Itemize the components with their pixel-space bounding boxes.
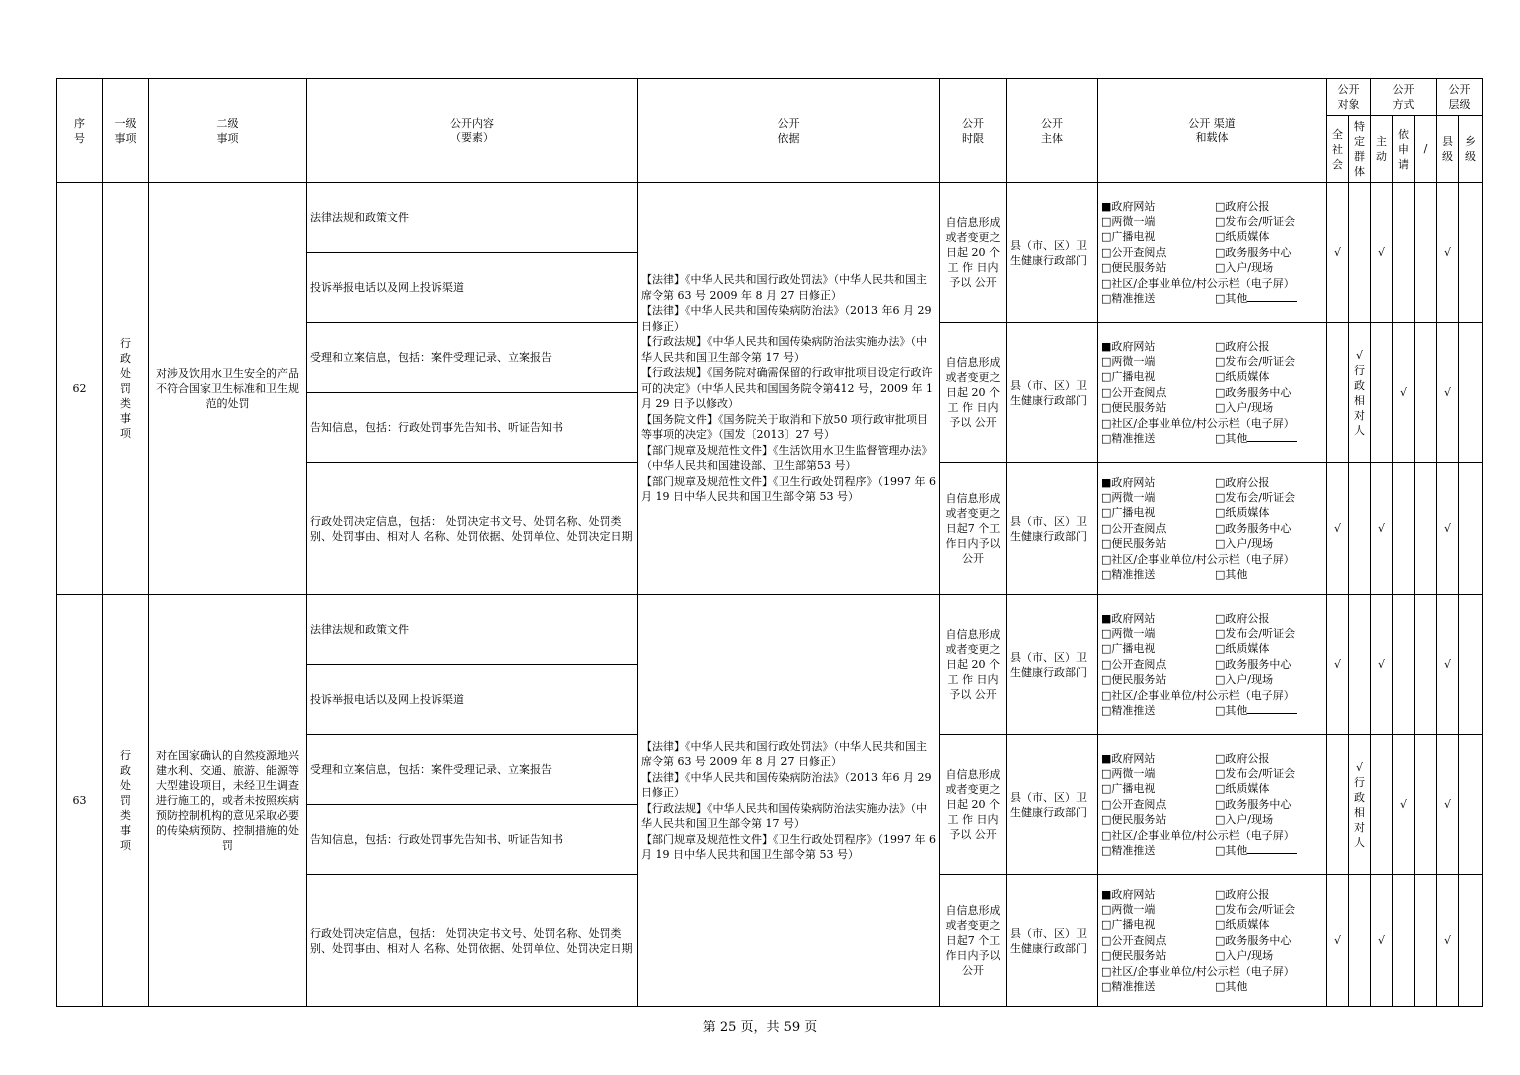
channel-hearing: □发布会/听证会 (1215, 490, 1296, 504)
check-target-all (1327, 735, 1349, 875)
header-target: 公开对象 (1327, 79, 1371, 116)
basis-item: 【法律】《中华人民共和国传染病防治法》（2013 年6 月 29 日修正） (641, 770, 932, 799)
channel-reading: □公开查阅点 (1101, 521, 1167, 535)
channel-gov-gazette: □政府公报 (1215, 339, 1270, 353)
header-level-county: 县级 (1437, 116, 1459, 183)
item-number: 63 (57, 595, 103, 1007)
channel-other: □其他 (1215, 568, 1248, 582)
channel-cell (1098, 595, 1327, 735)
document-page (56, 78, 1482, 994)
basis-item: 【部门规章及规范性文件】《卫生行政处罚程序》（1997 年 6 月 19 日中华人民共和国卫生部令第 53 号） (641, 832, 936, 861)
check-slash (1415, 183, 1437, 323)
time-limit: 自信息形成或者变更之日起7 个工作日内予以公开 (940, 875, 1007, 1007)
check-slash (1415, 323, 1437, 463)
channel-convenience: □便民服务站 (1101, 949, 1167, 963)
basis-item: 【部门规章及规范性文件】《卫生行政处罚程序》（1997 年 6 月 19 日中华人民共和国卫生部令第 53 号） (641, 474, 936, 504)
publish-subject: 县（市、区）卫 生健康行政部门 (1007, 875, 1098, 1007)
check-method-active: √ (1371, 875, 1393, 1007)
channel-service-center: □政务服务中心 (1215, 657, 1292, 671)
channel-cell (1098, 183, 1327, 323)
check-level-town (1459, 463, 1483, 595)
check-method-request: √ (1393, 735, 1415, 875)
check-level-town (1459, 875, 1483, 1007)
check-method-request (1393, 875, 1415, 1007)
channel-broadcast: □广播电视 (1101, 782, 1156, 796)
basis-item: 【行政法规】《国务院对确需保留的行政审批项目设定行政许可的决定》（中华人民共和国国务院令第412 号，2009 年 1 月 29 日予以修改） (641, 366, 933, 411)
content-item: 法律法规和政策文件 (307, 595, 638, 665)
channel-list (1101, 475, 1324, 583)
blank-line (1247, 843, 1297, 854)
header-level-town: 乡级 (1459, 116, 1483, 183)
channel-gov-site: ■政府网站 (1101, 751, 1156, 765)
time-limit: 自信息形成或者变更之日起 20 个工 作 日内予以 公开 (940, 735, 1007, 875)
basis-item: 【部门规章及规范性文件】《生活饮用水卫生监督管理办法》（中华人民共和国建设部、卫生部第53 号） (641, 443, 933, 473)
channel-cell (1098, 323, 1327, 463)
content-item: 受理和立案信息，包括：案件受理记录、立案报告 (307, 735, 638, 805)
publish-subject: 县（市、区）卫 生健康行政部门 (1007, 595, 1098, 735)
header-time: 公开时限 (940, 79, 1007, 183)
basis-item: 【行政法规】《中华人民共和国传染病防治法实施办法》（中华人民共和国卫生部令第 17 号） (641, 801, 927, 830)
content-item: 告知信息，包括：行政处罚事先告知书、听证告知书 (307, 805, 638, 875)
channel-list (1101, 887, 1324, 995)
basis-item: 【法律】《中华人民共和国行政处罚法》（中华人民共和国主席令第 63 号 2009 年 8 月 27 日修正） (641, 273, 927, 302)
basis-cell (638, 595, 940, 1007)
channel-convenience: □便民服务站 (1101, 813, 1167, 827)
channel-reading: □公开查阅点 (1101, 245, 1167, 259)
content-item: 投诉举报电话以及网上投诉渠道 (307, 665, 638, 735)
header-target-all: 全社会 (1327, 116, 1349, 183)
channel-push: □精准推送 (1101, 292, 1156, 306)
channel-cell (1098, 463, 1327, 595)
channel-household: □入户/现场 (1215, 261, 1274, 275)
channel-bulletin: □社区/企事业单位/村公示栏（电子屏） (1101, 964, 1295, 978)
channel-other: □其他 (1215, 291, 1324, 306)
check-level-county: √ (1437, 595, 1459, 735)
channel-service-center: □政务服务中心 (1215, 933, 1292, 947)
check-slash (1415, 595, 1437, 735)
check-method-active: √ (1371, 183, 1393, 323)
channel-convenience: □便民服务站 (1101, 261, 1167, 275)
check-target-all: √ (1327, 875, 1349, 1007)
table-row (57, 595, 1483, 665)
check-level-county: √ (1437, 875, 1459, 1007)
channel-reading: □公开查阅点 (1101, 385, 1167, 399)
check-method-active (1371, 323, 1393, 463)
content-item: 行政处罚决定信息，包括： 处罚决定书文号、处罚名称、处罚类别、处罚事由、相对人 名称、处罚依据、处罚单位、处罚决定日期 (307, 875, 638, 1007)
header-content: 公开内容 （要素） (307, 79, 638, 183)
channel-gov-gazette: □政府公报 (1215, 475, 1270, 489)
channel-gov-site: ■政府网站 (1101, 475, 1156, 489)
channel-push: □精准推送 (1101, 568, 1156, 582)
header-level2: 二级事项 (149, 79, 307, 183)
channel-push: □精准推送 (1101, 432, 1156, 446)
channel-two-micro: □两微一端 (1101, 490, 1156, 504)
channel-two-micro: □两微一端 (1101, 902, 1156, 916)
level2-item: 对涉及饮用水卫生安全的产品不符合国家卫生标准和卫生规范的处罚 (149, 183, 307, 595)
check-target-all: √ (1327, 463, 1349, 595)
channel-two-micro: □两微一端 (1101, 354, 1156, 368)
channel-bulletin: □社区/企事业单位/村公示栏（电子屏） (1101, 828, 1295, 842)
check-method-active: √ (1371, 463, 1393, 595)
channel-convenience: □便民服务站 (1101, 537, 1167, 551)
header-slash: / (1415, 116, 1437, 183)
channel-list (1101, 339, 1324, 447)
channel-paper: □纸质媒体 (1215, 230, 1270, 244)
check-method-active (1371, 735, 1393, 875)
check-target-specific (1349, 875, 1371, 1007)
channel-list (1101, 751, 1324, 859)
channel-gov-site: ■政府网站 (1101, 887, 1156, 901)
basis-item: 【行政法规】《中华人民共和国传染病防治法实施办法》（中华人民共和国卫生部令第 17 号） (641, 335, 927, 364)
channel-reading: □公开查阅点 (1101, 933, 1167, 947)
channel-gov-site: ■政府网站 (1101, 611, 1156, 625)
channel-cell (1098, 735, 1327, 875)
check-level-town (1459, 183, 1483, 323)
check-level-town (1459, 323, 1483, 463)
header-level: 公开层级 (1437, 79, 1483, 116)
channel-service-center: □政务服务中心 (1215, 521, 1292, 535)
channel-other: □其他 (1215, 843, 1324, 858)
basis-item: 【法律】《中华人民共和国传染病防治法》（2013 年6 月 29 日修正） (641, 304, 932, 333)
check-level-town (1459, 735, 1483, 875)
channel-gov-gazette: □政府公报 (1215, 611, 1270, 625)
page-footer: 第 25 页，共 59 页 (702, 1020, 818, 1035)
channel-service-center: □政务服务中心 (1215, 797, 1292, 811)
channel-gov-site: ■政府网站 (1101, 339, 1156, 353)
check-target-specific (1349, 463, 1371, 595)
channel-service-center: □政务服务中心 (1215, 385, 1292, 399)
header-level1: 一级事项 (103, 79, 149, 183)
channel-bulletin: □社区/企事业单位/村公示栏（电子屏） (1101, 688, 1295, 702)
header-subject: 公开主体 (1007, 79, 1098, 183)
basis-item: 【国务院文件】《国务院关于取消和下放50 项行政审批项目等事项的决定》（国发〔2013〕27 号） (641, 412, 928, 442)
channel-hearing: □发布会/听证会 (1215, 766, 1296, 780)
disclosure-table (56, 78, 1483, 1007)
publish-subject: 县（市、区）卫 生健康行政部门 (1007, 735, 1098, 875)
basis-item: 【法律】《中华人民共和国行政处罚法》（中华人民共和国主席令第 63 号 2009 年 8 月 27 日修正） (641, 739, 927, 768)
channel-gov-gazette: □政府公报 (1215, 887, 1270, 901)
level1-item: 行政处罚类事项 (103, 595, 149, 1007)
channel-push: □精准推送 (1101, 844, 1156, 858)
channel-hearing: □发布会/听证会 (1215, 214, 1296, 228)
channel-paper: □纸质媒体 (1215, 782, 1270, 796)
content-item: 投诉举报电话以及网上投诉渠道 (307, 253, 638, 323)
publish-subject: 县（市、区）卫 生健康行政部门 (1007, 183, 1098, 323)
check-target-all: √ (1327, 595, 1349, 735)
publish-subject: 县（市、区）卫 生健康行政部门 (1007, 463, 1098, 595)
check-slash (1415, 735, 1437, 875)
channel-gov-gazette: □政府公报 (1215, 199, 1270, 213)
content-item: 受理和立案信息，包括：案件受理记录、立案报告 (307, 323, 638, 393)
content-item: 行政处罚决定信息，包括： 处罚决定书文号、处罚名称、处罚类别、处罚事由、相对人 名称、处罚依据、处罚单位、处罚决定日期 (307, 463, 638, 595)
channel-push: □精准推送 (1101, 704, 1156, 718)
table-body (57, 79, 1483, 1007)
channel-hearing: □发布会/听证会 (1215, 354, 1296, 368)
channel-gov-site: ■政府网站 (1101, 199, 1156, 213)
table-row (57, 183, 1483, 253)
channel-convenience: □便民服务站 (1101, 673, 1167, 687)
check-level-county: √ (1437, 183, 1459, 323)
check-target-specific (1349, 183, 1371, 323)
channel-paper: □纸质媒体 (1215, 506, 1270, 520)
channel-broadcast: □广播电视 (1101, 918, 1156, 932)
blank-line (1247, 291, 1297, 302)
level2-item: 对在国家确认的自然疫源地兴建水利、交通、旅游、能源等大型建设项目，未经卫生调查进行施工的，或者未按照疾病预防控制机构的意见采取必要的传染病预防、控制措施的处罚 (149, 595, 307, 1007)
channel-reading: □公开查阅点 (1101, 657, 1167, 671)
channel-other: □其他 (1215, 980, 1248, 994)
channel-broadcast: □广播电视 (1101, 370, 1156, 384)
channel-paper: □纸质媒体 (1215, 642, 1270, 656)
header-basis: 公开依据 (638, 79, 940, 183)
header-method-request: 依申请 (1393, 116, 1415, 183)
check-level-town (1459, 595, 1483, 735)
time-limit: 自信息形成或者变更之日起 20 个工 作 日内予以 公开 (940, 183, 1007, 323)
check-level-county: √ (1437, 735, 1459, 875)
channel-bulletin: □社区/企事业单位/村公示栏（电子屏） (1101, 276, 1295, 290)
time-limit: 自信息形成或者变更之日起 20 个工 作 日内予以 公开 (940, 323, 1007, 463)
channel-list (1101, 199, 1324, 307)
channel-paper: □纸质媒体 (1215, 370, 1270, 384)
channel-cell (1098, 875, 1327, 1007)
channel-other: □其他 (1215, 703, 1324, 718)
level1-item: 行政处罚类事项 (103, 183, 149, 595)
check-target-specific: √行政相对人 (1349, 735, 1371, 875)
check-target-specific (1349, 595, 1371, 735)
channel-hearing: □发布会/听证会 (1215, 626, 1296, 640)
channel-household: □入户/现场 (1215, 673, 1274, 687)
header-no: 序号 (57, 79, 103, 183)
check-target-all: √ (1327, 183, 1349, 323)
channel-other: □其他 (1215, 431, 1324, 446)
header-channel: 公开 渠道 和载体 (1098, 79, 1327, 183)
blank-line (1247, 431, 1297, 442)
channel-hearing: □发布会/听证会 (1215, 902, 1296, 916)
channel-service-center: □政务服务中心 (1215, 245, 1292, 259)
check-level-county: √ (1437, 463, 1459, 595)
time-limit: 自信息形成或者变更之日起 20 个工 作 日内予以 公开 (940, 595, 1007, 735)
channel-reading: □公开查阅点 (1101, 797, 1167, 811)
check-target-specific: √行政相对人 (1349, 323, 1371, 463)
channel-gov-gazette: □政府公报 (1215, 751, 1270, 765)
channel-list (1101, 611, 1324, 719)
header-row (57, 79, 1483, 116)
check-method-request (1393, 183, 1415, 323)
content-item: 告知信息，包括：行政处罚事先告知书、听证告知书 (307, 393, 638, 463)
time-limit: 自信息形成或者变更之日起7 个工作日内予以公开 (940, 463, 1007, 595)
check-slash (1415, 875, 1437, 1007)
check-method-request (1393, 595, 1415, 735)
check-slash (1415, 463, 1437, 595)
header-target-specific: 特定群体 (1349, 116, 1371, 183)
channel-paper: □纸质媒体 (1215, 918, 1270, 932)
channel-two-micro: □两微一端 (1101, 626, 1156, 640)
channel-bulletin: □社区/企事业单位/村公示栏（电子屏） (1101, 416, 1295, 430)
channel-two-micro: □两微一端 (1101, 766, 1156, 780)
channel-household: □入户/现场 (1215, 949, 1274, 963)
check-method-active: √ (1371, 595, 1393, 735)
channel-convenience: □便民服务站 (1101, 401, 1167, 415)
channel-household: □入户/现场 (1215, 813, 1274, 827)
publish-subject: 县（市、区）卫 生健康行政部门 (1007, 323, 1098, 463)
channel-broadcast: □广播电视 (1101, 230, 1156, 244)
check-method-request: √ (1393, 323, 1415, 463)
check-method-request (1393, 463, 1415, 595)
channel-bulletin: □社区/企事业单位/村公示栏（电子屏） (1101, 552, 1295, 566)
channel-two-micro: □两微一端 (1101, 214, 1156, 228)
item-number: 62 (57, 183, 103, 595)
content-item: 法律法规和政策文件 (307, 183, 638, 253)
channel-household: □入户/现场 (1215, 401, 1274, 415)
header-method-active: 主动 (1371, 116, 1393, 183)
check-target-all (1327, 323, 1349, 463)
channel-broadcast: □广播电视 (1101, 506, 1156, 520)
channel-broadcast: □广播电视 (1101, 642, 1156, 656)
channel-household: □入户/现场 (1215, 537, 1274, 551)
basis-cell (638, 183, 940, 595)
check-level-county: √ (1437, 323, 1459, 463)
blank-line (1247, 703, 1297, 714)
header-method: 公开方式 (1371, 79, 1437, 116)
channel-push: □精准推送 (1101, 980, 1156, 994)
